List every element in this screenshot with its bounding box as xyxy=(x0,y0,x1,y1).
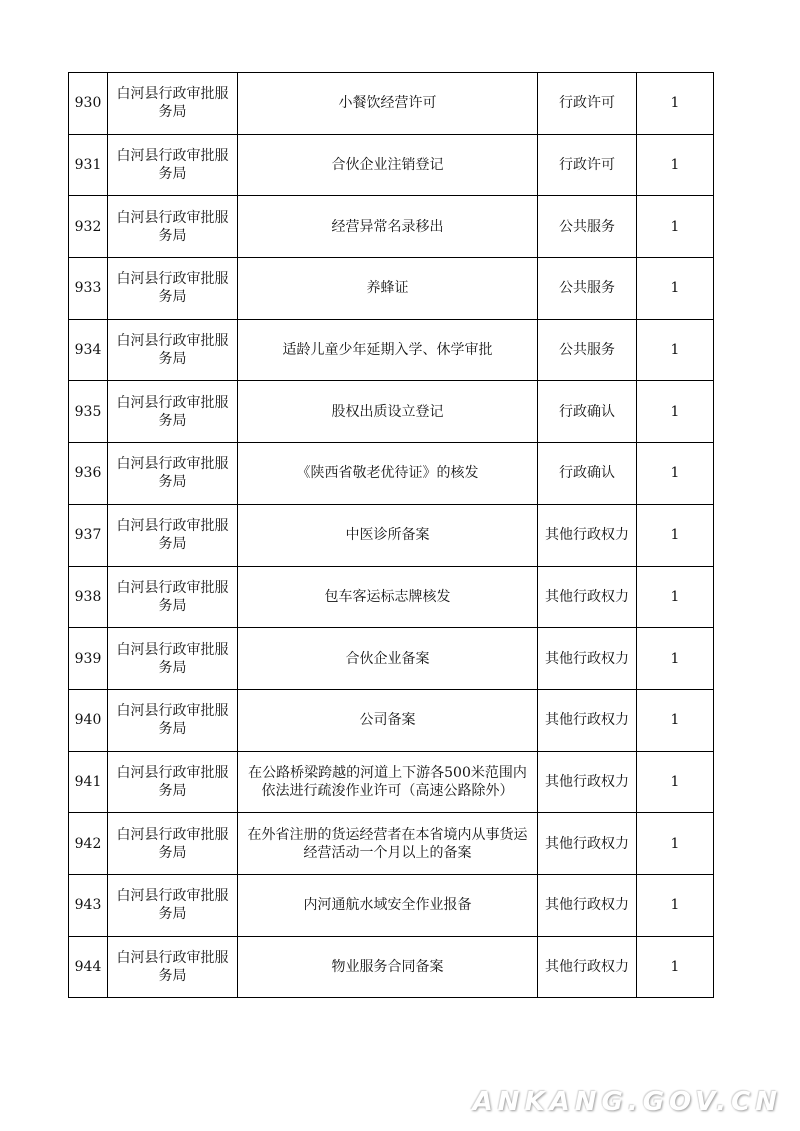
department-cell: 白河县行政审批服务局 xyxy=(108,628,238,690)
row-number: 932 xyxy=(69,196,108,258)
item-name-cell: 小餐饮经营许可 xyxy=(238,73,538,135)
count-cell: 1 xyxy=(637,504,714,566)
count-cell: 1 xyxy=(637,628,714,690)
item-name-cell: 合伙企业注销登记 xyxy=(238,134,538,196)
count-cell: 1 xyxy=(637,196,714,258)
count-cell: 1 xyxy=(637,566,714,628)
power-type-cell: 行政许可 xyxy=(538,73,637,135)
item-name-cell: 在外省注册的货运经营者在本省境内从事货运经营活动一个月以上的备案 xyxy=(238,813,538,875)
item-name-cell: 合伙企业备案 xyxy=(238,628,538,690)
count-cell: 1 xyxy=(637,381,714,443)
item-name-cell: 内河通航水域安全作业报备 xyxy=(238,874,538,936)
item-name-cell: 包车客运标志牌核发 xyxy=(238,566,538,628)
count-cell: 1 xyxy=(637,751,714,813)
row-number: 931 xyxy=(69,134,108,196)
table-body xyxy=(69,73,714,998)
department-cell: 白河县行政审批服务局 xyxy=(108,196,238,258)
row-number: 937 xyxy=(69,504,108,566)
department-cell: 白河县行政审批服务局 xyxy=(108,504,238,566)
item-name-cell: 物业服务合同备案 xyxy=(238,936,538,998)
department-cell: 白河县行政审批服务局 xyxy=(108,874,238,936)
power-type-cell: 其他行政权力 xyxy=(538,813,637,875)
table-row xyxy=(69,813,714,875)
department-cell: 白河县行政审批服务局 xyxy=(108,258,238,320)
department-cell: 白河县行政审批服务局 xyxy=(108,73,238,135)
item-name-cell: 适龄儿童少年延期入学、休学审批 xyxy=(238,319,538,381)
item-name-cell: 养蜂证 xyxy=(238,258,538,320)
row-number: 933 xyxy=(69,258,108,320)
count-cell: 1 xyxy=(637,936,714,998)
row-number: 941 xyxy=(69,751,108,813)
table-row xyxy=(69,443,714,505)
department-cell: 白河县行政审批服务局 xyxy=(108,319,238,381)
service-list-table xyxy=(68,72,714,998)
count-cell: 1 xyxy=(637,258,714,320)
table-row xyxy=(69,751,714,813)
row-number: 936 xyxy=(69,443,108,505)
table-row xyxy=(69,566,714,628)
power-type-cell: 其他行政权力 xyxy=(538,566,637,628)
table-row xyxy=(69,936,714,998)
department-cell: 白河县行政审批服务局 xyxy=(108,751,238,813)
table-row xyxy=(69,504,714,566)
table-row xyxy=(69,874,714,936)
row-number: 930 xyxy=(69,73,108,135)
power-type-cell: 其他行政权力 xyxy=(538,628,637,690)
power-type-cell: 公共服务 xyxy=(538,258,637,320)
row-number: 938 xyxy=(69,566,108,628)
row-number: 944 xyxy=(69,936,108,998)
power-type-cell: 其他行政权力 xyxy=(538,751,637,813)
item-name-cell: 公司备案 xyxy=(238,689,538,751)
row-number: 939 xyxy=(69,628,108,690)
item-name-cell: 股权出质设立登记 xyxy=(238,381,538,443)
row-number: 942 xyxy=(69,813,108,875)
item-name-cell: 在公路桥梁跨越的河道上下游各500米范围内依法进行疏浚作业许可（高速公路除外） xyxy=(238,751,538,813)
power-type-cell: 公共服务 xyxy=(538,196,637,258)
department-cell: 白河县行政审批服务局 xyxy=(108,381,238,443)
power-type-cell: 公共服务 xyxy=(538,319,637,381)
power-type-cell: 其他行政权力 xyxy=(538,874,637,936)
power-type-cell: 其他行政权力 xyxy=(538,504,637,566)
department-cell: 白河县行政审批服务局 xyxy=(108,689,238,751)
department-cell: 白河县行政审批服务局 xyxy=(108,813,238,875)
department-cell: 白河县行政审批服务局 xyxy=(108,443,238,505)
table-row xyxy=(69,689,714,751)
count-cell: 1 xyxy=(637,874,714,936)
count-cell: 1 xyxy=(637,689,714,751)
site-watermark: ANKANG.GOV.CN xyxy=(472,1087,782,1117)
row-number: 943 xyxy=(69,874,108,936)
table-row xyxy=(69,628,714,690)
department-cell: 白河县行政审批服务局 xyxy=(108,936,238,998)
table-row xyxy=(69,134,714,196)
item-name-cell: 经营异常名录移出 xyxy=(238,196,538,258)
row-number: 940 xyxy=(69,689,108,751)
power-type-cell: 行政确认 xyxy=(538,443,637,505)
department-cell: 白河县行政审批服务局 xyxy=(108,566,238,628)
count-cell: 1 xyxy=(637,134,714,196)
table-row xyxy=(69,381,714,443)
row-number: 935 xyxy=(69,381,108,443)
count-cell: 1 xyxy=(637,319,714,381)
power-type-cell: 其他行政权力 xyxy=(538,936,637,998)
table-row xyxy=(69,196,714,258)
item-name-cell: 《陕西省敬老优待证》的核发 xyxy=(238,443,538,505)
count-cell: 1 xyxy=(637,73,714,135)
power-type-cell: 行政许可 xyxy=(538,134,637,196)
count-cell: 1 xyxy=(637,813,714,875)
table-row xyxy=(69,258,714,320)
power-type-cell: 其他行政权力 xyxy=(538,689,637,751)
table-row xyxy=(69,319,714,381)
department-cell: 白河县行政审批服务局 xyxy=(108,134,238,196)
item-name-cell: 中医诊所备案 xyxy=(238,504,538,566)
row-number: 934 xyxy=(69,319,108,381)
power-type-cell: 行政确认 xyxy=(538,381,637,443)
table-row xyxy=(69,73,714,135)
count-cell: 1 xyxy=(637,443,714,505)
